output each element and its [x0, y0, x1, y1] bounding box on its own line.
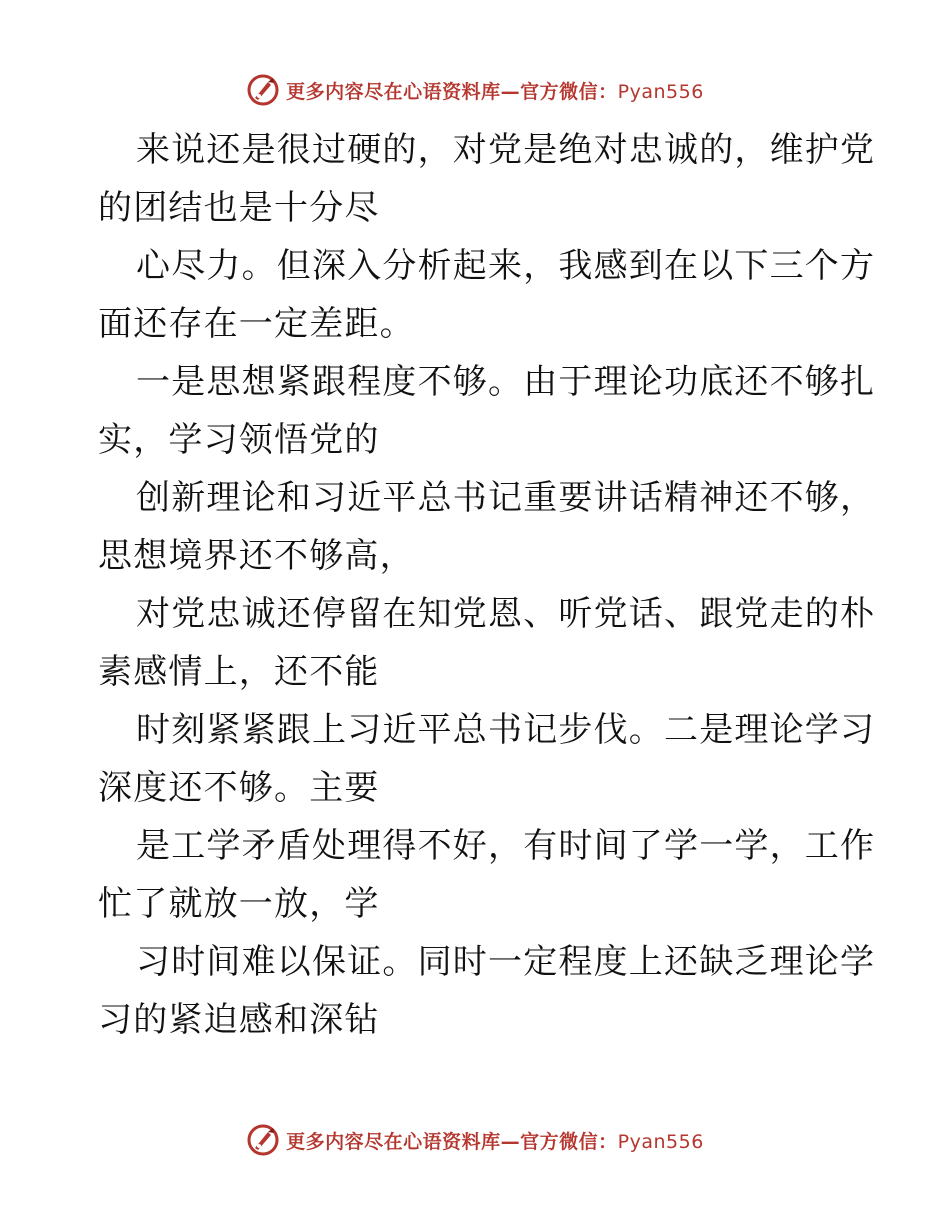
banner-text: [286, 1127, 704, 1154]
header-banner: [0, 70, 950, 110]
banner-text: [286, 77, 704, 104]
text-line: 时刻紧紧跟上习近平总书记步伐。二是理论学习: [136, 710, 876, 750]
text-line: 习时间难以保证。同时一定程度上还缺乏理论学: [136, 942, 876, 982]
text-line: 思想境界还不够高，: [98, 536, 415, 576]
document-body: [98, 121, 876, 1049]
text-line: 是工学矛盾处理得不好，有时间了学一学，工作: [136, 826, 876, 866]
text-line: 面还存在一定差距。: [98, 304, 415, 344]
text-line: 心尽力。但深入分析起来，我感到在以下三个方: [136, 246, 876, 286]
footer-banner: [0, 1120, 950, 1160]
quill-pen-logo-icon: [246, 73, 280, 107]
text-line: 的团结也是十分尽: [98, 188, 380, 228]
text-line: 忙了就放一放，学: [98, 884, 380, 924]
text-line: 创新理论和习近平总书记重要讲话精神还不够，: [136, 478, 876, 518]
text-line: 实，学习领悟党的: [98, 420, 380, 460]
text-line: 素感情上，还不能: [98, 652, 380, 692]
text-line: 深度还不够。主要: [98, 768, 380, 808]
text-line: 一是思想紧跟程度不够。由于理论功底还不够扎: [136, 362, 876, 402]
wechat-id: Pyan556: [617, 1130, 704, 1153]
quill-pen-logo-icon: [246, 1123, 280, 1157]
banner-caption: 更多内容尽在心语资料库—官方微信：: [286, 1130, 618, 1153]
text-line: 来说还是很过硬的，对党是绝对忠诚的，维护党: [136, 130, 876, 170]
wechat-id: Pyan556: [617, 80, 704, 103]
text-line: 对党忠诚还停留在知党恩、听党话、跟党走的朴: [136, 594, 876, 634]
text-line: 习的紧迫感和深钻: [98, 1000, 380, 1040]
banner-caption: 更多内容尽在心语资料库—官方微信：: [286, 80, 618, 103]
